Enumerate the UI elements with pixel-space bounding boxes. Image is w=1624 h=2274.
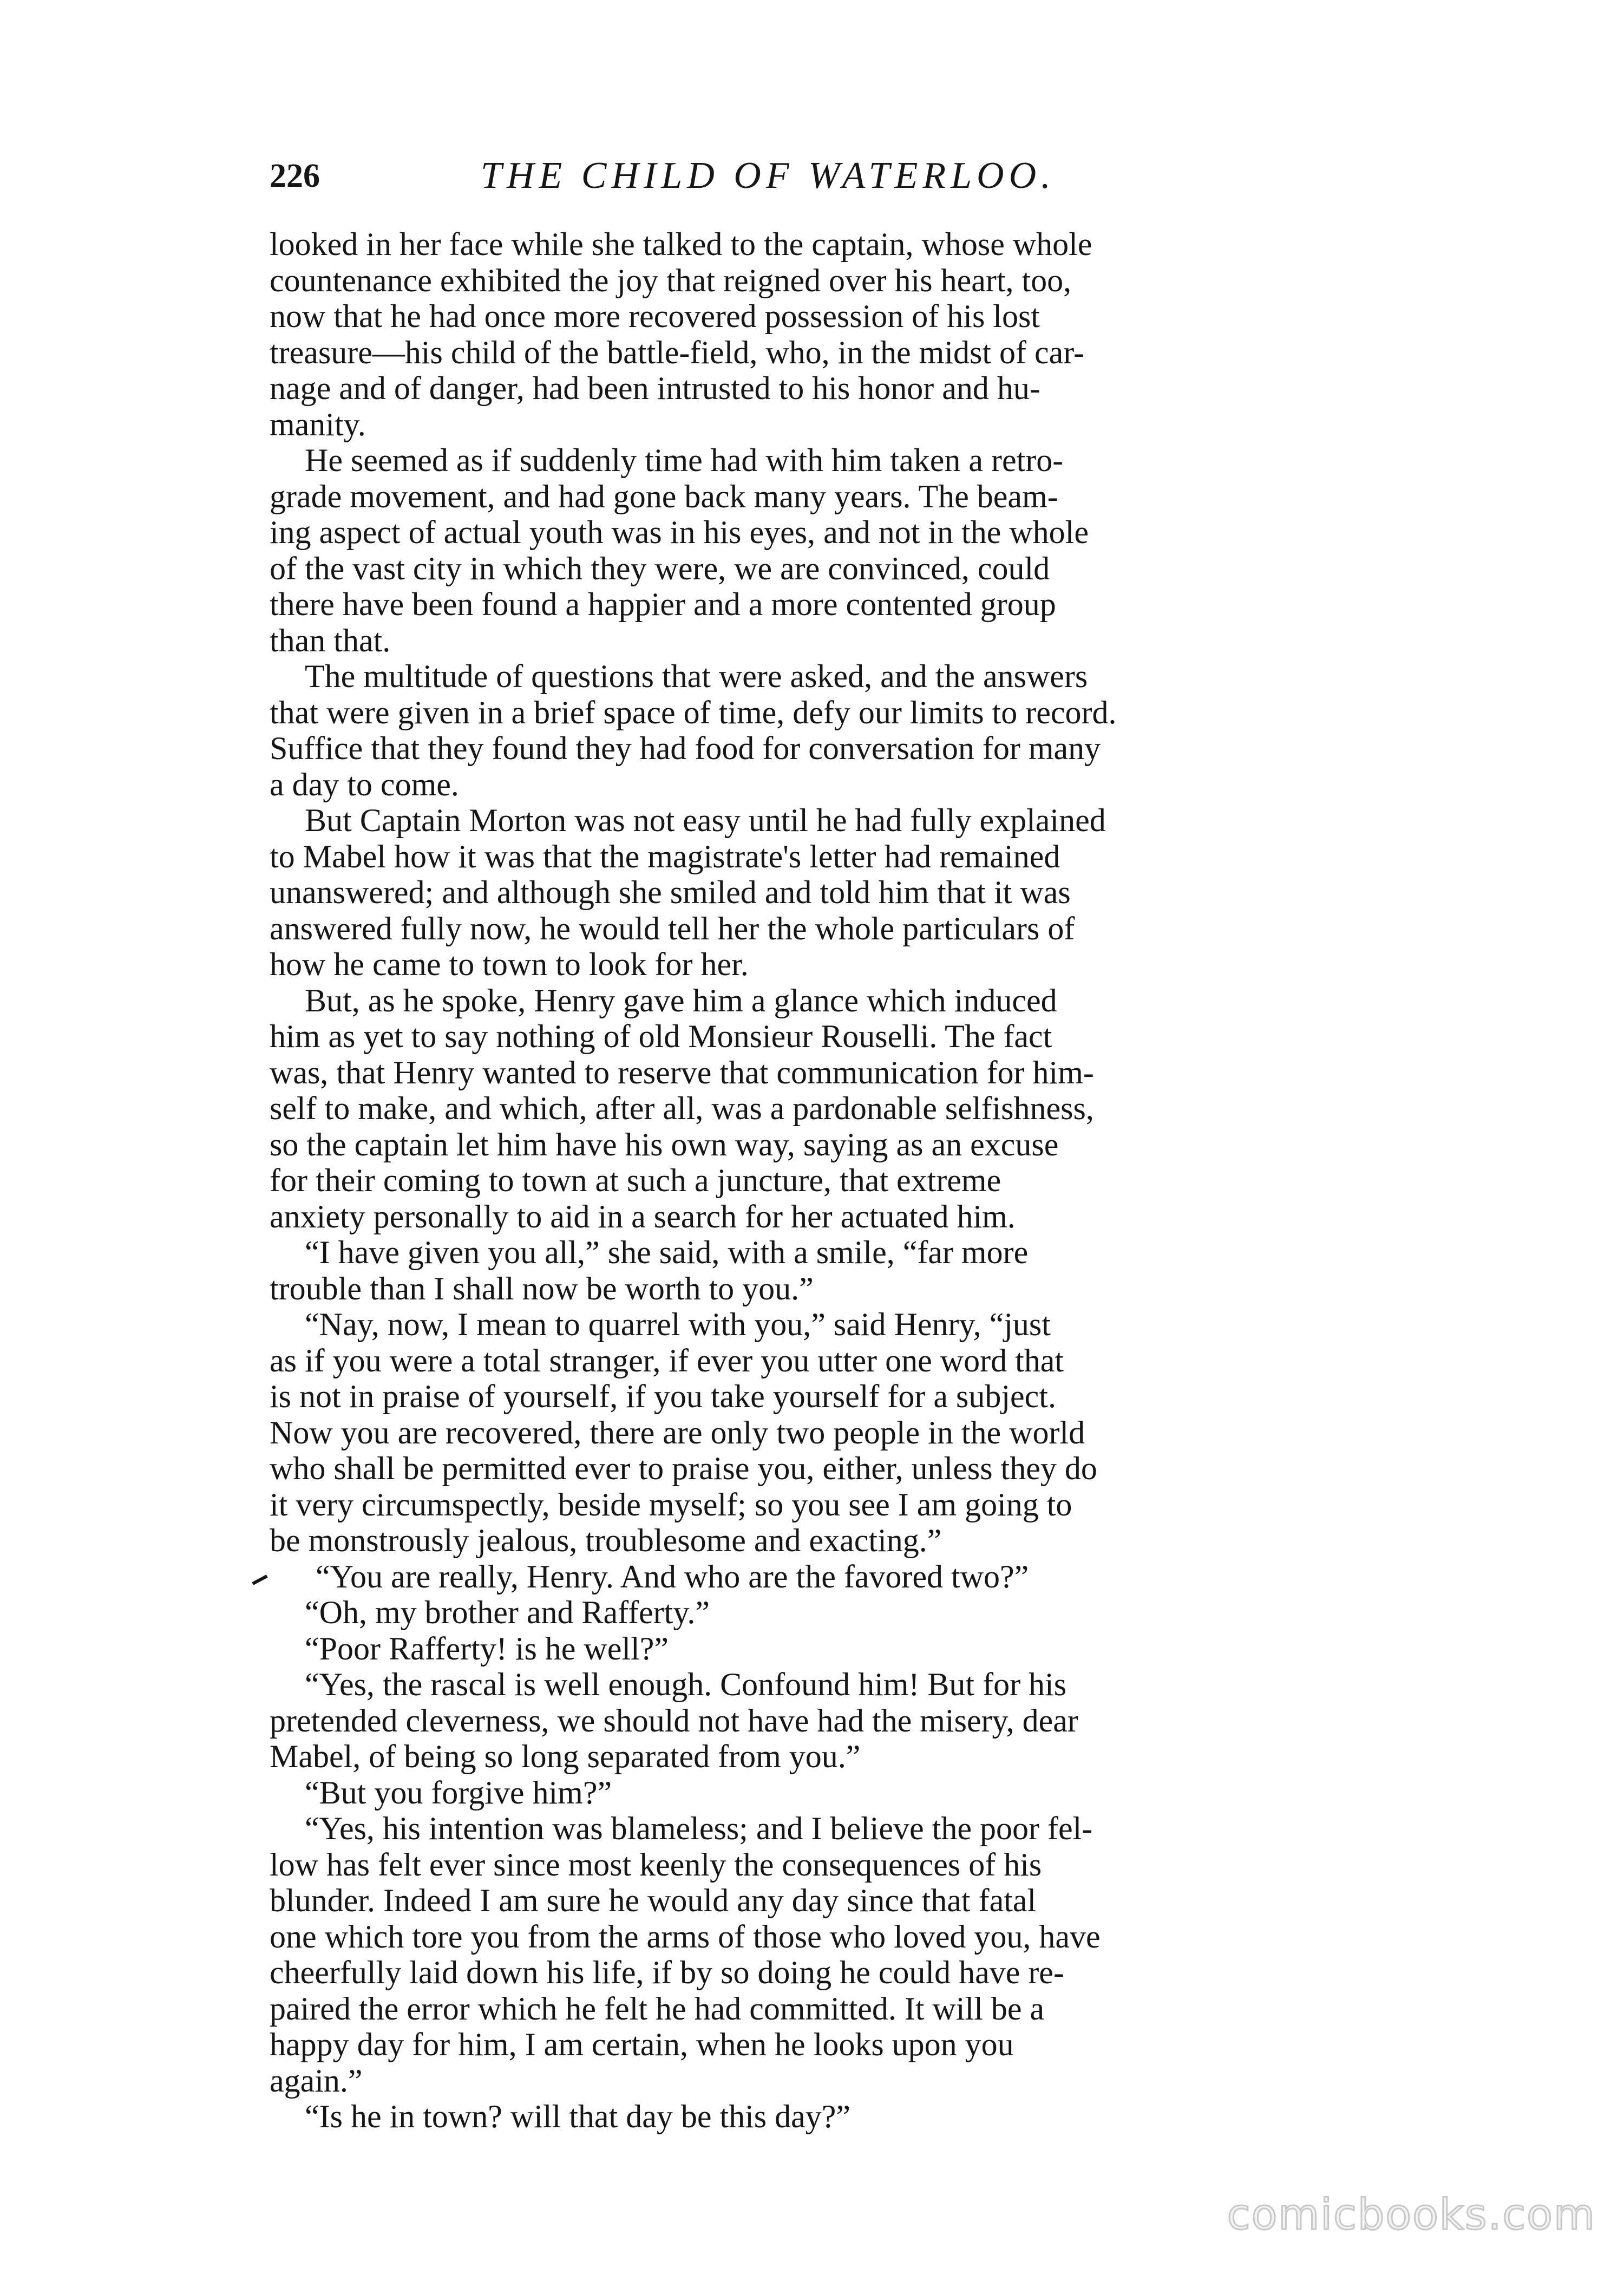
text-line: blunder. Indeed I am sure he would any day since that fatal: [270, 1883, 1037, 1918]
text-line: happy day for him, I am certain, when he looks upon you: [270, 2027, 1014, 2062]
text-line: “I have given you all,” she said, with a smile, “far more: [305, 1234, 1029, 1270]
margin-pencil-mark: [252, 1574, 267, 1585]
text-line: “You are really, Henry. And who are the favored two?”: [316, 1558, 1029, 1595]
text-line: anxiety personally to aid in a search for her actuated him.: [270, 1198, 1016, 1234]
text-line: “Oh, my brother and Rafferty.”: [305, 1595, 710, 1630]
text-line: He seemed as if suddenly time had with him taken a retro-: [305, 442, 1064, 478]
text-line: “Poor Rafferty! is he well?”: [305, 1630, 669, 1667]
text-line: But, as he spoke, Henry gave him a glance which induced: [305, 982, 1057, 1018]
text-line: “Yes, the rascal is well enough. Confound him! But for his: [305, 1667, 1067, 1702]
text-line: how he came to town to look for her.: [270, 946, 749, 982]
text-line: was, that Henry wanted to reserve that communication for him-: [270, 1054, 1094, 1090]
text-line: “But you forgive him?”: [305, 1774, 612, 1811]
text-line: nage and of danger, had been intrusted to his honor and hu-: [270, 370, 1040, 406]
text-line: than that.: [270, 622, 391, 658]
text-line: ing aspect of actual youth was in his eyes, and not in the whole: [270, 514, 1089, 550]
text-line: a day to come.: [270, 766, 459, 802]
text-line: of the vast city in which they were, we are convinced, could: [270, 550, 1050, 586]
text-line: looked in her face while she talked to the captain, whose whole: [270, 226, 1092, 262]
text-line: self to make, and which, after all, was a pardonable selfishness,: [270, 1090, 1094, 1126]
text-line: treasure—his child of the battle-field, who, in the midst of car-: [270, 334, 1085, 370]
text-line: for their coming to town at such a juncture, that extreme: [270, 1162, 1001, 1198]
text-line: paired the error which he felt he had committed. It will be a: [270, 1990, 1045, 2027]
text-line: who shall be permitted ever to praise you, either, unless they do: [270, 1450, 1097, 1486]
text-line: trouble than I shall now be worth to you.”: [270, 1270, 814, 1306]
text-line: grade movement, and had gone back many years. The beam-: [270, 478, 1058, 514]
text-line: The multitude of questions that were asked, and the answers: [305, 658, 1088, 694]
page-number: 226: [270, 158, 320, 194]
running-title: THE CHILD OF WATERLOO.: [481, 155, 1056, 197]
page-header: [270, 146, 1417, 206]
text-line: as if you were a total stranger, if ever you utter one word that: [270, 1342, 1064, 1378]
text-line: “Nay, now, I mean to quarrel with you,” said Henry, “just: [305, 1306, 1051, 1342]
text-line: But Captain Morton was not easy until he had fully explained: [305, 802, 1106, 838]
text-line: “Yes, his intention was blameless; and I believe the poor fel-: [305, 1811, 1093, 1846]
text-line: to Mabel how it was that the magistrate's letter had remained: [270, 838, 1060, 874]
text-line: him as yet to say nothing of old Monsieur Rouselli. The fact: [270, 1018, 1052, 1054]
text-line: there have been found a happier and a more contented group: [270, 586, 1056, 622]
text-line: is not in praise of yourself, if you take yourself for a subject.: [270, 1378, 1056, 1414]
text-line: one which tore you from the arms of those who loved you, have: [270, 1918, 1101, 1955]
text-line: now that he had once more recovered possession of his lost: [270, 298, 1040, 334]
text-line: that were given in a brief space of time, defy our limits to record.: [270, 694, 1117, 730]
text-line: manity.: [270, 406, 366, 442]
text-line: answered fully now, he would tell her the whole particulars of: [270, 910, 1075, 946]
text-line: Mabel, of being so long separated from you.”: [270, 1739, 861, 1774]
text-line: it very circumspectly, beside myself; so you see I am going to: [270, 1486, 1072, 1522]
body-text: [270, 226, 1417, 2135]
text-line: cheerfully laid down his life, if by so doing he could have re-: [270, 1955, 1064, 1990]
text-line: “Is he in town? will that day be this day?”: [305, 2099, 851, 2134]
text-line: countenance exhibited the joy that reigned over his heart, too,: [270, 262, 1072, 298]
watermark: comicbooks.com: [1227, 2191, 1596, 2239]
text-line: be monstrously jealous, troublesome and exacting.”: [270, 1522, 942, 1558]
text-line: Suffice that they found they had food for conversation for many: [270, 730, 1101, 766]
text-line: Now you are recovered, there are only two people in the world: [270, 1414, 1085, 1450]
text-line: so the captain let him have his own way, saying as an excuse: [270, 1126, 1059, 1162]
text-line: pretended cleverness, we should not have had the misery, dear: [270, 1702, 1078, 1739]
text-line: unanswered; and although she smiled and told him that it was: [270, 874, 1071, 910]
text-line: low has felt ever since most keenly the consequences of his: [270, 1846, 1042, 1883]
text-line: again.”: [270, 2062, 363, 2099]
